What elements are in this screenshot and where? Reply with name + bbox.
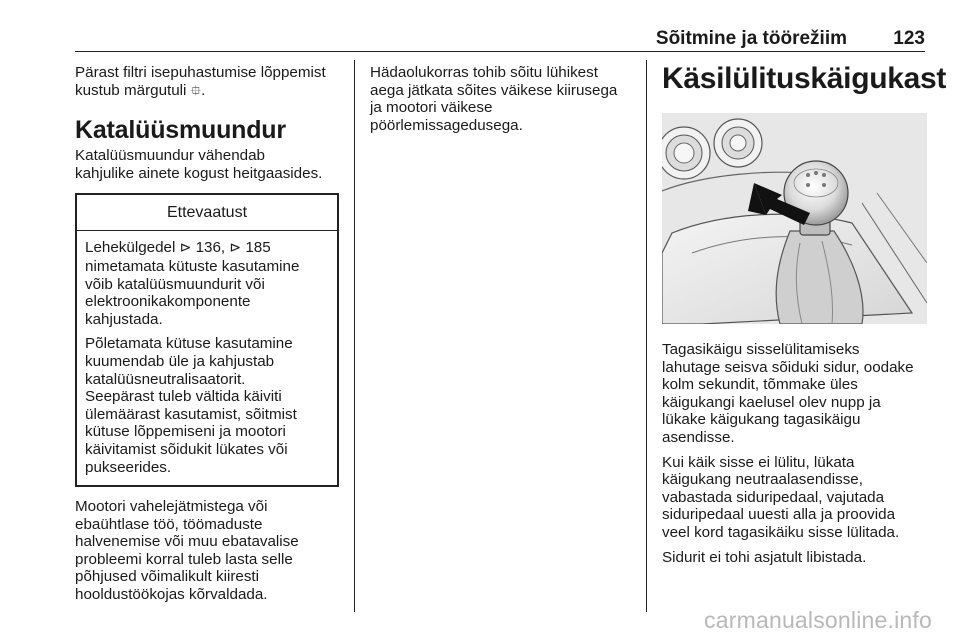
caution-title: Ettevaatust	[77, 195, 337, 231]
page-header	[75, 22, 925, 52]
gear-lever-drawing	[662, 113, 927, 324]
page-number: 123	[893, 28, 925, 49]
column-3	[662, 62, 947, 573]
heading-catalytic-converter: Katalüüsmuundur	[75, 116, 286, 145]
emergency-paragraph: Hädaolukorras tohib sõitu lühikest aega jätkata sõites väikese kiirusega ja mootori väikese pöörlemissagedusega.	[370, 64, 618, 134]
column-divider-1	[354, 60, 355, 612]
reverse-paragraph-2: Kui käik sisse ei lülitu, lükata käigukang neutraalasendisse, vabastada siduripedaal, vajutada siduripedaal uuesti alla ja proovida veel kord tagasikäiku sisse lülitada.	[662, 453, 900, 541]
dashboard-knob-left	[662, 127, 710, 179]
gear-lever-illustration	[662, 113, 927, 324]
caution-box	[75, 193, 339, 487]
column-divider-2	[646, 60, 647, 612]
column-1	[75, 64, 343, 604]
page-ref-link[interactable]: 185	[245, 239, 271, 257]
watermark-text: carmanualsonline.info	[704, 607, 932, 633]
diesel-filter-warning-icon: ⯐	[190, 82, 202, 99]
dashboard-knob-center	[714, 119, 762, 167]
intro-paragraph: Pärast filtri isepuhastumise lõppemist kustub märgutuli ⯐.	[75, 64, 326, 99]
caution-paragraph-1: Lehekülgedel ⊳ 136, ⊳ 185 nimetamata kütuste kasutamine võib katalüüsmuundurit või elektroonikakomponente kahjustada.	[85, 239, 300, 328]
page-ref-arrow-icon: ⊳	[229, 240, 242, 257]
section-title: Sõitmine ja töörežiim	[655, 28, 847, 49]
clutch-note: Sidurit ei tohi asjatult libistada.	[662, 548, 867, 566]
misfire-paragraph: Mootori vahelejätmistega või ebaühtlase töö, töömaduste halvenemise või muu ebatavalise probleemi korral tuleb lasta selle põhjused võimalikult kiiresti hooldustöökojas kõrvaldada.	[75, 498, 299, 604]
heading-manual-transmission: Käsilülituskäigukast	[662, 62, 947, 95]
column-2	[370, 64, 632, 134]
page-ref-link[interactable]: 136,	[195, 239, 226, 257]
reverse-gear-instructions	[662, 341, 927, 566]
catalytic-converter-text: Katalüüsmuundur vähendab kahjulike ainete kogust heitgaasides.	[75, 147, 323, 182]
page-ref-arrow-icon: ⊳	[179, 240, 192, 257]
reverse-paragraph-1: Tagasikäigu sisselülitamiseks lahutage seisva sõiduki sidur, oodake kolm sekundit, tõmmake üles käigukangi kaelusel olev nupp ja lükake käigukang tagasikäigu asendisse.	[662, 341, 914, 446]
caution-paragraph-2: Põletamata kütuse kasutamine kuumendab üle ja kahjustab katalüüsneutralisaatorit. Seepärast tuleb vältida käiviti ülemäärast kasutamist, sõitmist kütuse lõppemiseni ja mootori käivitamist sõidukit lükates või pukseerides.	[85, 335, 297, 476]
